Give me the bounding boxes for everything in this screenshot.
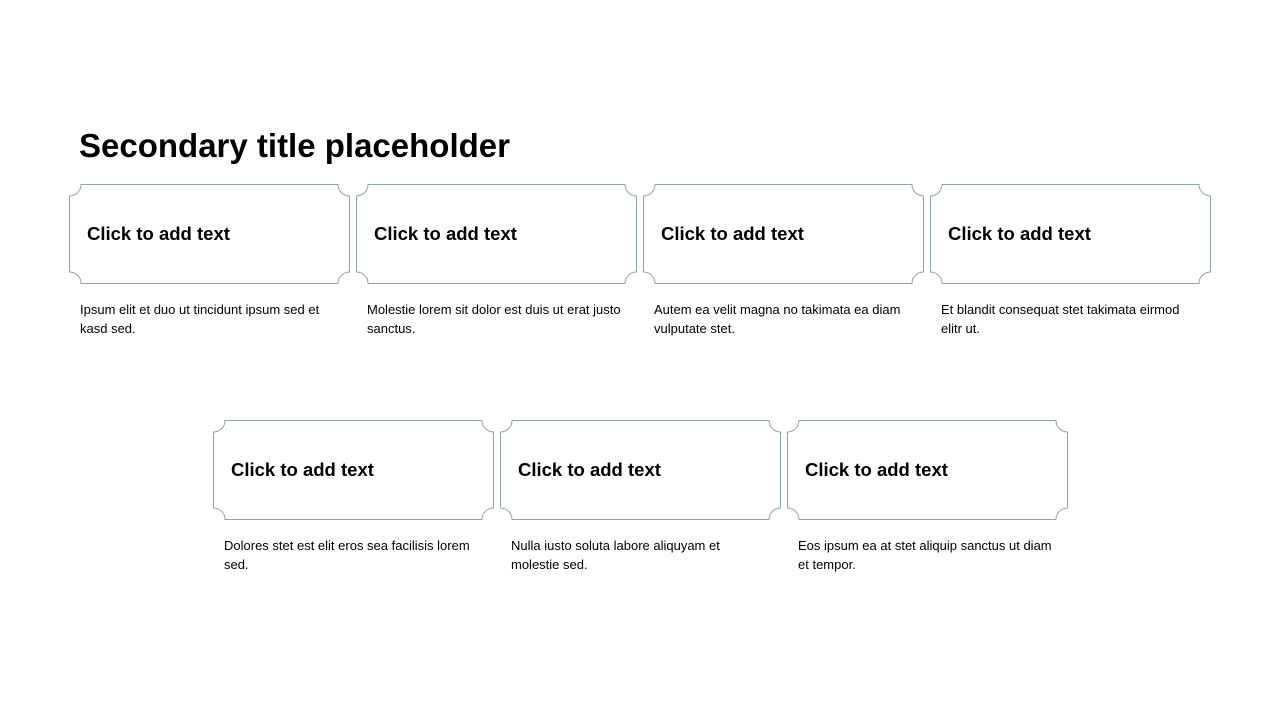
card-7-description[interactable]: Eos ipsum ea at stet aliquip sanctus ut diam et tempor. [798, 538, 1052, 572]
card-1-description[interactable]: Ipsum elit et duo ut tincidunt ipsum sed et kasd sed. [80, 302, 320, 336]
card-2-description[interactable]: Molestie lorem sit dolor est duis ut erat justo sanctus. [367, 302, 621, 336]
slide-title[interactable]: Secondary title placeholder [79, 127, 510, 164]
card-4-description[interactable]: Et blandit consequat stet takimata eirmod elitr ut. [941, 302, 1180, 336]
card-6-text-box[interactable] [500, 420, 781, 520]
card-1-heading: Click to add text [87, 223, 230, 244]
card-3-description[interactable]: Autem ea velit magna no takimata ea diam vulputate stet. [654, 302, 901, 336]
card-5-heading: Click to add text [231, 459, 374, 480]
card-2-text-box[interactable] [356, 184, 637, 284]
card-7-text-box[interactable] [787, 420, 1068, 520]
card-6-heading: Click to add text [518, 459, 661, 480]
card-1-text-box[interactable] [69, 184, 350, 284]
card-2-heading: Click to add text [374, 223, 517, 244]
card-4-heading: Click to add text [948, 223, 1091, 244]
card-5-text-box[interactable] [213, 420, 494, 520]
card-7-heading: Click to add text [805, 459, 948, 480]
card-6-description[interactable]: Nulla iusto soluta labore aliquyam et molestie sed. [511, 538, 720, 572]
card-5-description[interactable]: Dolores stet est elit eros sea facilisis lorem sed. [224, 538, 470, 572]
card-3-heading: Click to add text [661, 223, 804, 244]
card-4-text-box[interactable] [930, 184, 1211, 284]
card-3-text-box[interactable] [643, 184, 924, 284]
